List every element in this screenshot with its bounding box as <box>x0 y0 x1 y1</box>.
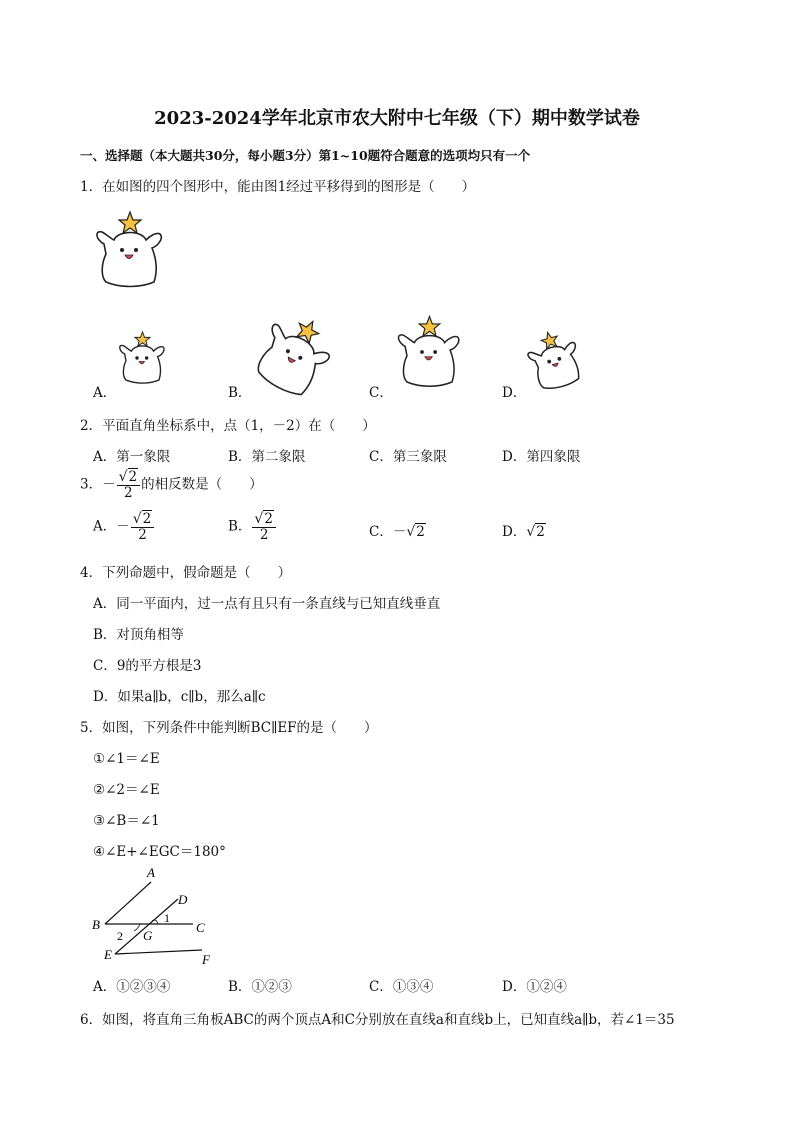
label-2: 2 <box>117 929 123 943</box>
label-c: C <box>196 920 205 935</box>
q3-option-a-num: 2 <box>142 511 152 527</box>
q3-option-a-label: A．－ <box>93 518 130 535</box>
q5-option-b: B．①②③ <box>228 979 292 995</box>
q5-geometry-figure <box>88 862 223 967</box>
label-a: A <box>147 865 155 880</box>
q5-option-d: D．①②④ <box>502 979 567 995</box>
q3-den: 2 <box>124 484 133 501</box>
q5-condition-2: ②∠2＝∠E <box>93 782 160 798</box>
label-f: F <box>202 952 210 967</box>
q3-option-a: A．－ $\frac{√2}{2}$ <box>93 512 155 542</box>
q5-condition-3: ③∠B＝∠1 <box>93 813 160 829</box>
q3-option-b-den: 2 <box>259 526 269 543</box>
question-6-stem: 6．如图，将直角三角板ABC的两个顶点A和C分别放在直线a和直线b上，已知直线a∥b，若∠1＝35 <box>80 1012 675 1028</box>
q3-num: 2 <box>128 469 138 485</box>
q3-option-c: C．－√2 <box>369 524 425 540</box>
ghost-option-a <box>115 328 170 388</box>
q2-option-d: D．第四象限 <box>502 449 581 465</box>
q5-option-c: C．①③④ <box>369 979 434 995</box>
ghost-figure-1 <box>90 210 170 290</box>
question-4-stem: 4．下列命题中，假命题是（ ） <box>80 565 292 581</box>
q2-option-a: A．第一象限 <box>93 449 171 465</box>
question-2-stem: 2．平面直角坐标系中，点（1，－2）在（ ） <box>80 418 376 434</box>
q1-option-c: C． <box>369 385 393 401</box>
question-1-stem: 1．在如图的四个图形中，能由图1经过平移得到的图形是（ ） <box>80 179 476 195</box>
q5-condition-1: ①∠1＝∠E <box>93 751 160 767</box>
q1-option-b: B． <box>228 385 252 401</box>
q3-option-d-rad: 2 <box>536 524 545 540</box>
q3-fraction: $\frac{√2}{2}$ <box>117 470 141 500</box>
section-heading: 一、选择题（本大题共30分，每小题3分）第1~10题符合题意的选项均只有一个 <box>80 148 531 163</box>
q2-option-b: B．第二象限 <box>228 449 306 465</box>
question-3-stem <box>80 470 263 500</box>
q3-option-c-rad: 2 <box>416 524 425 540</box>
q4-option-d: D．如果a∥b，c∥b，那么a∥c <box>93 689 266 705</box>
label-g: G <box>143 928 153 943</box>
q3-option-c-label: C．－ <box>369 524 407 540</box>
line-ef <box>115 950 202 954</box>
q3-option-d: D．√2 <box>502 524 545 540</box>
label-d: D <box>178 892 188 907</box>
q4-option-c: C．9的平方根是3 <box>93 658 202 674</box>
q3-option-d-label: D． <box>502 524 527 540</box>
q3-option-b-label: B． <box>228 518 252 535</box>
label-b: B <box>92 917 100 932</box>
q3-prefix: 3．－ <box>80 476 116 493</box>
q5-option-a: A．①②③④ <box>93 979 171 995</box>
angle-2-arc <box>134 924 140 931</box>
ghost-option-b <box>250 315 340 395</box>
line-ba <box>105 882 151 924</box>
q4-option-b: B．对顶角相等 <box>93 627 184 643</box>
q1-option-a: A． <box>93 385 117 401</box>
ghost-option-d <box>525 330 585 390</box>
q1-option-d: D． <box>502 385 527 401</box>
q3-option-b-num: 2 <box>264 511 273 527</box>
q2-option-c: C．第三象限 <box>369 449 447 465</box>
q5-condition-4: ④∠E+∠EGC＝180° <box>93 844 226 860</box>
line-ed <box>115 899 178 954</box>
question-5-stem: 5．如图，下列条件中能判断BC∥EF的是（ ） <box>80 720 378 736</box>
label-e: E <box>104 947 112 962</box>
page-title: 2023-2024学年北京市农大附中七年级（下）期中数学试卷 <box>154 108 640 129</box>
q4-option-a: A．同一平面内，过一点有且只有一条直线与已知直线垂直 <box>93 596 441 612</box>
ghost-option-c <box>392 312 467 392</box>
q3-option-b: B． $\frac{√2}{2}$ <box>228 512 277 542</box>
label-1: 1 <box>164 911 170 925</box>
q3-option-a-den: 2 <box>138 526 147 543</box>
q3-suffix: 的相反数是（ ） <box>141 476 263 493</box>
